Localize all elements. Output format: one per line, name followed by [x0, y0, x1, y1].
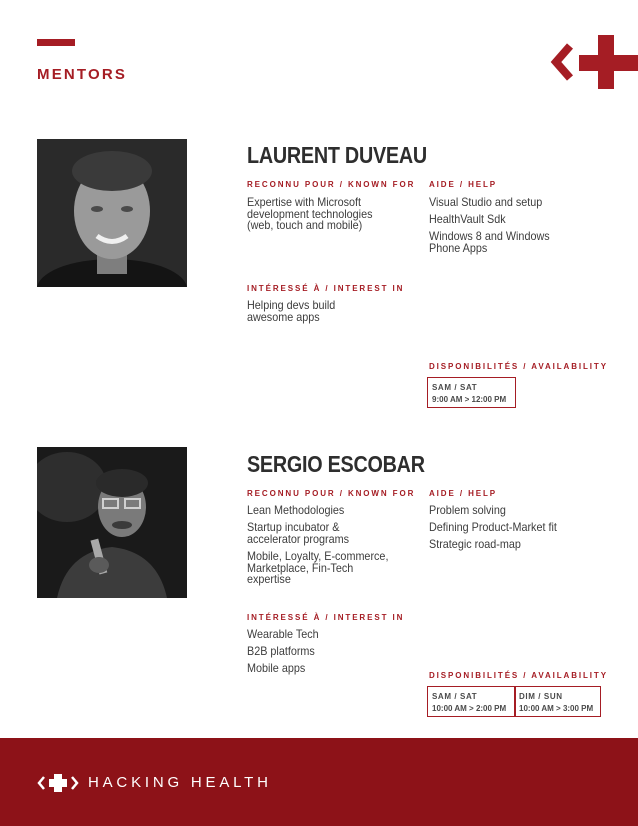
help-item: Windows 8 and Windows Phone Apps: [429, 229, 550, 255]
mentor-name: SERGIO ESCOBAR: [247, 451, 425, 477]
help-item: Defining Product-Market fit: [429, 520, 557, 534]
help-item: HealthVault Sdk: [429, 212, 506, 226]
mentor-photo-laurent: [37, 139, 187, 287]
known-for-item: Mobile, Loyalty, E-commerce, Marketplace, Fin-Tech expertise: [247, 549, 389, 586]
help-label: AIDE / HELP: [429, 489, 498, 498]
interest-item: B2B platforms: [247, 644, 315, 658]
chevron-cross-logo-icon: [546, 35, 638, 89]
interest-label: INTÉRESSÉ À / INTEREST IN: [247, 613, 405, 622]
interest-item: Helping devs build awesome apps: [247, 298, 336, 324]
known-for-item: Lean Methodologies: [247, 503, 345, 517]
interest-item: Mobile apps: [247, 661, 306, 675]
help-item: Visual Studio and setup: [429, 195, 543, 209]
known-for-label: RECONNU POUR / KNOWN FOR: [247, 489, 416, 498]
help-item: Problem solving: [429, 503, 506, 517]
help-item: Strategic road-map: [429, 537, 521, 551]
availability-label: DISPONIBILITÉS / AVAILABILITY: [429, 362, 608, 371]
interest-item: Wearable Tech: [247, 627, 319, 641]
accent-bar: [37, 39, 75, 46]
chevron-cross-chevron-logo-icon: [37, 772, 81, 794]
known-for-item: Expertise with Microsoft development technologies (web, touch and mobile): [247, 195, 373, 232]
mentor-photo-sergio: [37, 447, 187, 598]
known-for-item: Startup incubator & accelerator programs: [247, 520, 350, 546]
availability-slot: [514, 686, 601, 717]
availability-day: SAM / SAT: [432, 383, 478, 392]
availability-slot: [427, 377, 516, 408]
help-label: AIDE / HELP: [429, 180, 498, 189]
availability-label: DISPONIBILITÉS / AVAILABILITY: [429, 671, 608, 680]
availability-slot: [427, 686, 516, 717]
availability-time: 9:00 AM > 12:00 PM: [432, 395, 507, 404]
availability-day: DIM / SUN: [519, 692, 563, 701]
availability-time: 10:00 AM > 3:00 PM: [519, 704, 594, 713]
page-title: MENTORS: [37, 66, 128, 83]
availability-day: SAM / SAT: [432, 692, 478, 701]
footer-brand: HACKING HEALTH: [88, 774, 272, 791]
interest-label: INTÉRESSÉ À / INTEREST IN: [247, 284, 405, 293]
known-for-label: RECONNU POUR / KNOWN FOR: [247, 180, 416, 189]
availability-time: 10:00 AM > 2:00 PM: [432, 704, 507, 713]
mentor-name: LAURENT DUVEAU: [247, 142, 427, 168]
